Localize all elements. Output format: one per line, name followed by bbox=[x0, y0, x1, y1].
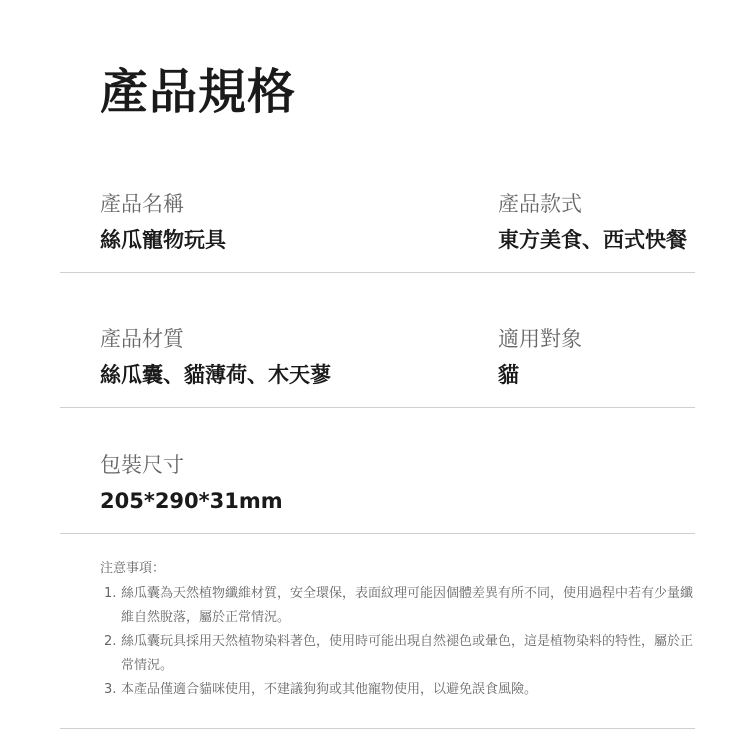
spec-label: 產品名稱 bbox=[100, 192, 184, 216]
spec-product-style bbox=[498, 190, 687, 254]
spec-product-name bbox=[100, 190, 226, 254]
spec-value: 貓 bbox=[498, 363, 519, 387]
list-text: 絲瓜囊為天然植物纖維材質，安全環保，表面紋理可能因個體差異有所不同，使用過程中若有少量纖維自然脫落，屬於正常情況。 bbox=[121, 586, 694, 625]
spec-target bbox=[498, 325, 582, 389]
spec-row-name-style bbox=[60, 190, 695, 273]
spec-label: 適用對象 bbox=[498, 327, 582, 351]
list-number: 3. bbox=[104, 682, 117, 697]
spec-row-material-target bbox=[60, 325, 695, 408]
notes-list bbox=[100, 582, 695, 702]
list-item bbox=[100, 630, 695, 678]
list-item bbox=[100, 582, 695, 630]
spec-label: 包裝尺寸 bbox=[100, 453, 184, 477]
spec-label: 產品材質 bbox=[100, 327, 184, 351]
notes-heading: 注意事項： bbox=[100, 561, 166, 576]
list-text: 絲瓜囊玩具採用天然植物染料著色，使用時可能出現自然褪色或暈色，這是植物染料的特性，屬於正常情況。 bbox=[121, 634, 694, 673]
list-number: 2. bbox=[104, 634, 117, 649]
spec-value: 絲瓜寵物玩具 bbox=[100, 228, 226, 252]
spec-material bbox=[100, 325, 331, 389]
spec-row-package-size bbox=[60, 451, 695, 534]
notes-section bbox=[60, 560, 695, 729]
list-item bbox=[100, 678, 695, 702]
list-number: 1. bbox=[104, 586, 117, 601]
spec-value: 205*290*31mm bbox=[100, 489, 283, 513]
page-title: 產品規格 bbox=[100, 64, 297, 120]
spec-value: 絲瓜囊、貓薄荷、木天蓼 bbox=[100, 363, 331, 387]
list-text: 本產品僅適合貓咪使用，不建議狗狗或其他寵物使用，以避免誤食風險。 bbox=[121, 682, 538, 697]
spec-label: 產品款式 bbox=[498, 192, 582, 216]
spec-value: 東方美食、西式快餐 bbox=[498, 228, 687, 252]
spec-package-size bbox=[100, 451, 283, 515]
